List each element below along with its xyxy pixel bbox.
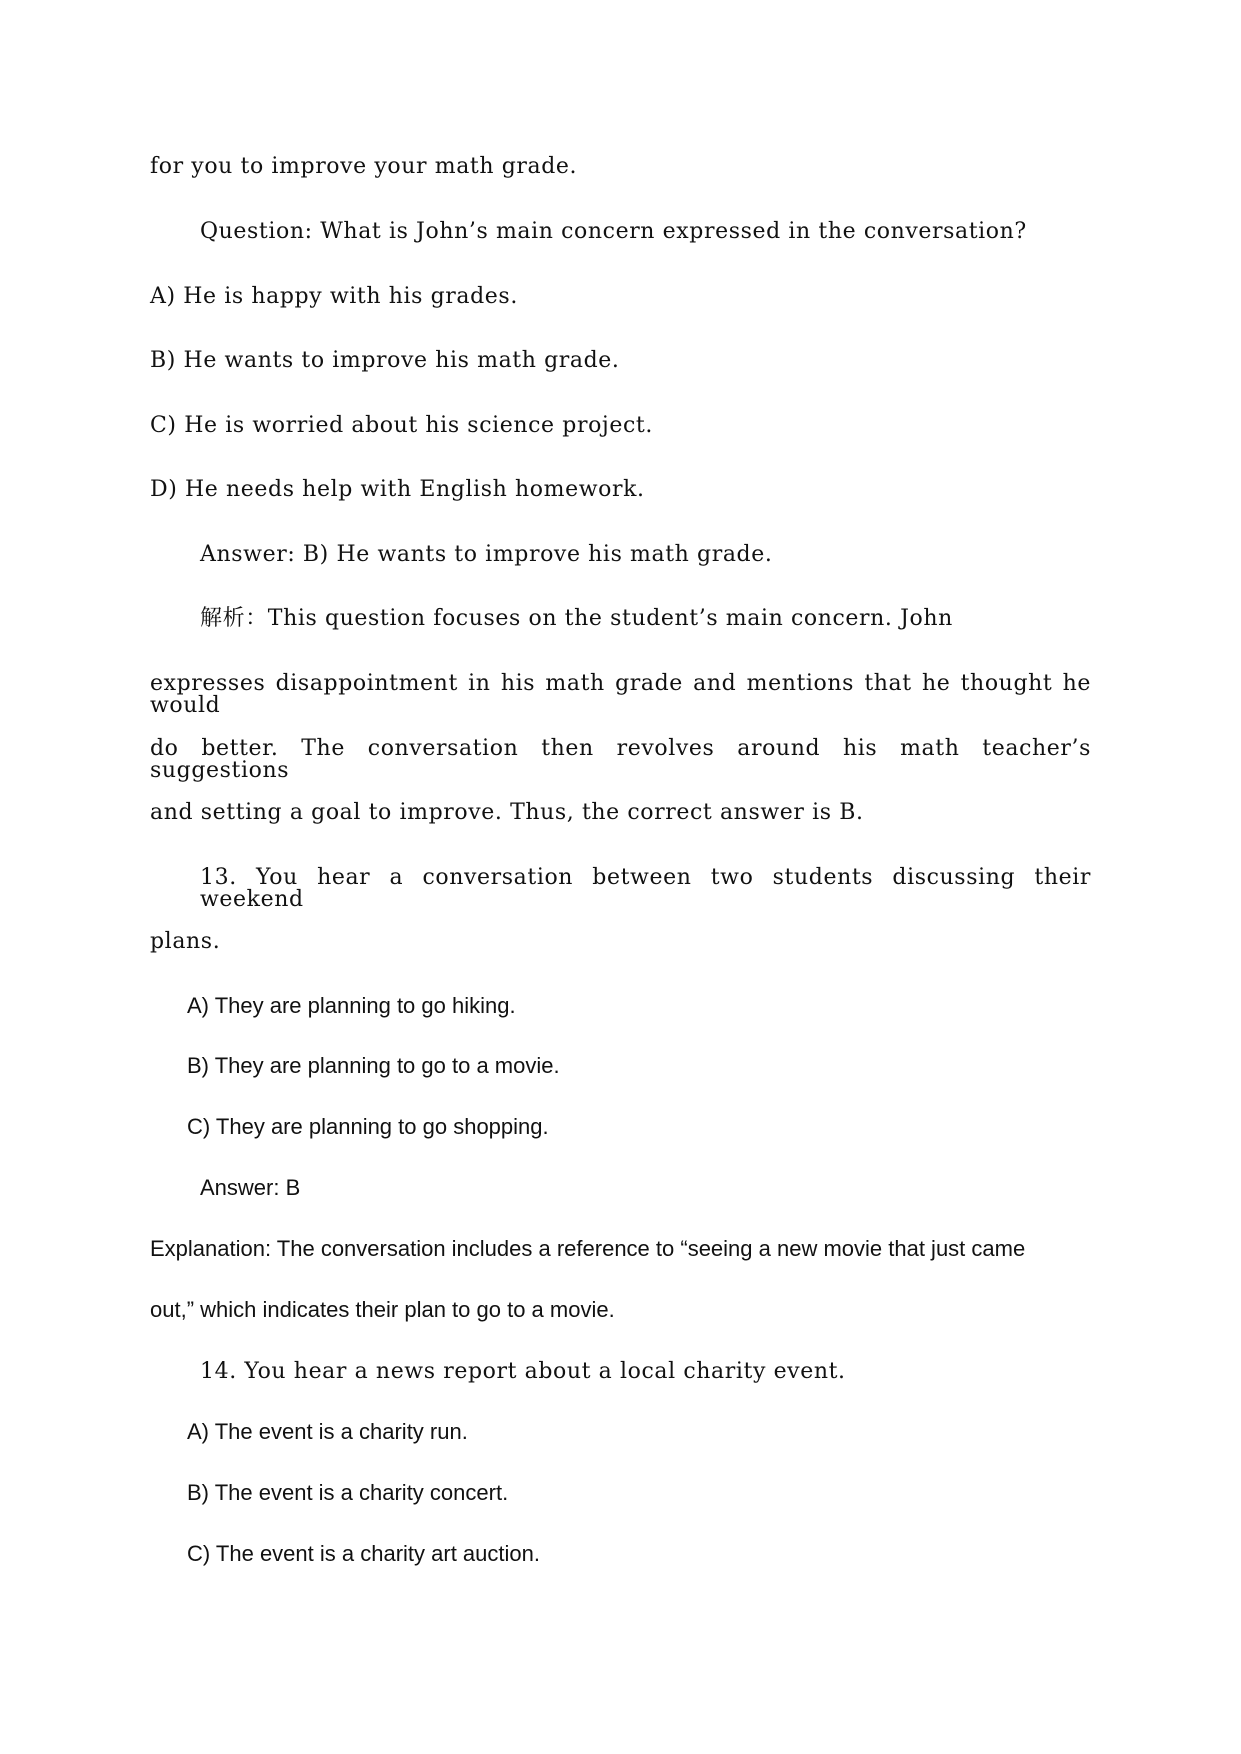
explanation-line: out,” which indicates their plan to go to a movie.	[150, 1297, 615, 1322]
analysis-line: expresses disappointment in his math grade and mentions that he thought he would	[150, 671, 1091, 718]
option-d: D) He needs help with English homework.	[150, 477, 645, 502]
option-b: B) He wants to improve his math grade.	[150, 348, 620, 373]
analysis-line: do better. The conversation then revolves around his math teacher’s suggestions	[150, 736, 1091, 783]
text-line: for you to improve your math grade.	[150, 154, 578, 179]
question-13: 13. You hear a conversation between two students discussing their weekend	[200, 865, 1091, 912]
answer-text: Answer: B) He wants to improve his math grade.	[200, 542, 773, 567]
explanation-line: Explanation: The conversation includes a reference to “seeing a new movie that just came	[150, 1236, 1026, 1261]
question-14: 14. You hear a news report about a local charity event.	[200, 1359, 846, 1384]
analysis-line: and setting a goal to improve. Thus, the correct answer is B.	[150, 800, 864, 825]
question-13-cont: plans.	[150, 929, 221, 954]
option-b: B) The event is a charity concert.	[187, 1480, 509, 1505]
option-a: A) He is happy with his grades.	[150, 284, 518, 309]
analysis-line: 解析：This question focuses on the student’s main concern. John	[200, 606, 953, 631]
option-c: C) They are planning to go shopping.	[187, 1114, 549, 1139]
option-c: C) The event is a charity art auction.	[187, 1541, 540, 1566]
option-c: C) He is worried about his science project.	[150, 413, 653, 438]
option-a: A) The event is a charity run.	[187, 1419, 468, 1444]
option-b: B) They are planning to go to a movie.	[187, 1053, 560, 1078]
question-text: Question: What is John’s main concern expressed in the conversation?	[200, 219, 1027, 244]
option-a: A) They are planning to go hiking.	[187, 993, 516, 1018]
answer-text: Answer: B	[200, 1175, 301, 1200]
